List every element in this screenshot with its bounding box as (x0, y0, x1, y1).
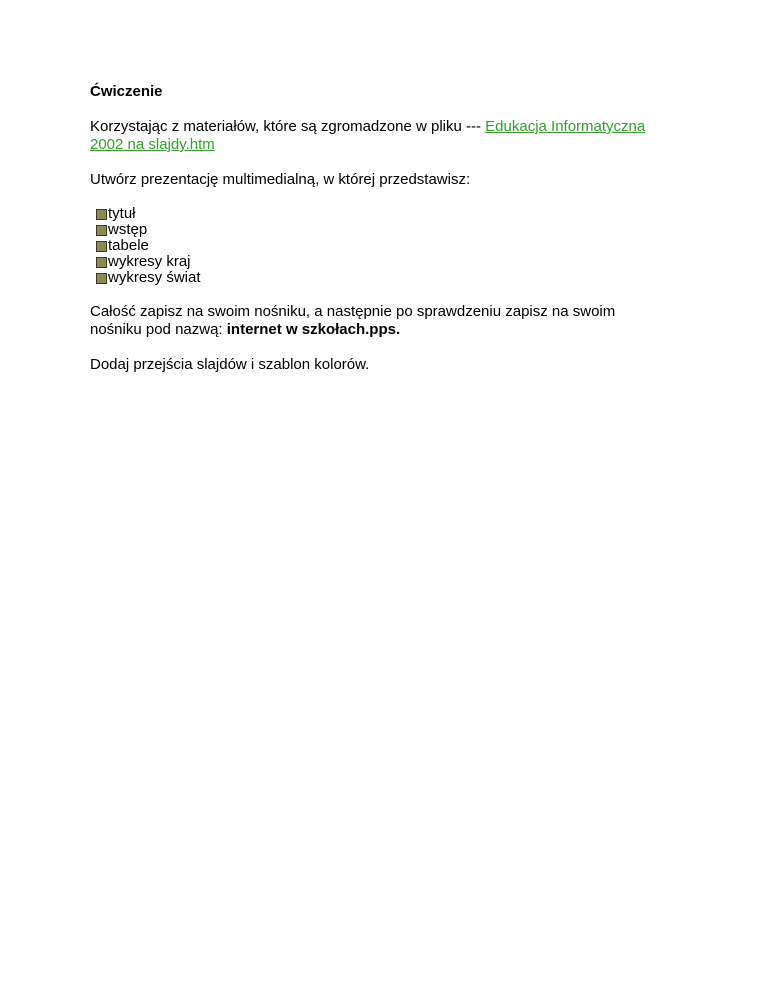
save-text-line1: Całość zapisz na swoim nośniku, a następnie po sprawdzeniu zapisz na swoim (90, 303, 616, 320)
final-paragraph: Dodaj przejścia slajdów i szablon kolorów. (90, 356, 370, 373)
list-item-label: wykresy świat (108, 269, 201, 286)
list-item-label: tabele (108, 237, 149, 254)
square-bullet-icon (96, 225, 107, 236)
bullet-list (90, 206, 690, 286)
list-item (90, 238, 690, 254)
square-bullet-icon (96, 209, 107, 220)
intro-text: Korzystając z materiałów, które są zgromadzone w pliku --- (90, 118, 486, 135)
intro-paragraph (90, 118, 690, 154)
list-item-label: wykresy kraj (108, 253, 191, 270)
list-item (90, 254, 690, 270)
list-item (90, 206, 690, 222)
list-item (90, 222, 690, 238)
square-bullet-icon (96, 257, 107, 268)
save-paragraph (90, 303, 690, 339)
list-item (90, 270, 690, 286)
instruction-paragraph: Utwórz prezentację multimedialną, w której przedstawisz: (90, 171, 471, 188)
save-filename: internet w szkołach.pps. (226, 321, 401, 338)
list-item-label: tytuł (108, 205, 136, 222)
document-title: Ćwiczenie (90, 83, 163, 100)
document-body (90, 83, 690, 391)
source-file-link-line1[interactable]: Edukacja Informatyczna (485, 118, 646, 135)
square-bullet-icon (96, 241, 107, 252)
source-file-link-line2[interactable]: 2002 na slajdy.htm (90, 136, 215, 153)
square-bullet-icon (96, 273, 107, 284)
list-item-label: wstęp (108, 221, 148, 238)
save-text-line2: nośniku pod nazwą: (90, 321, 227, 338)
